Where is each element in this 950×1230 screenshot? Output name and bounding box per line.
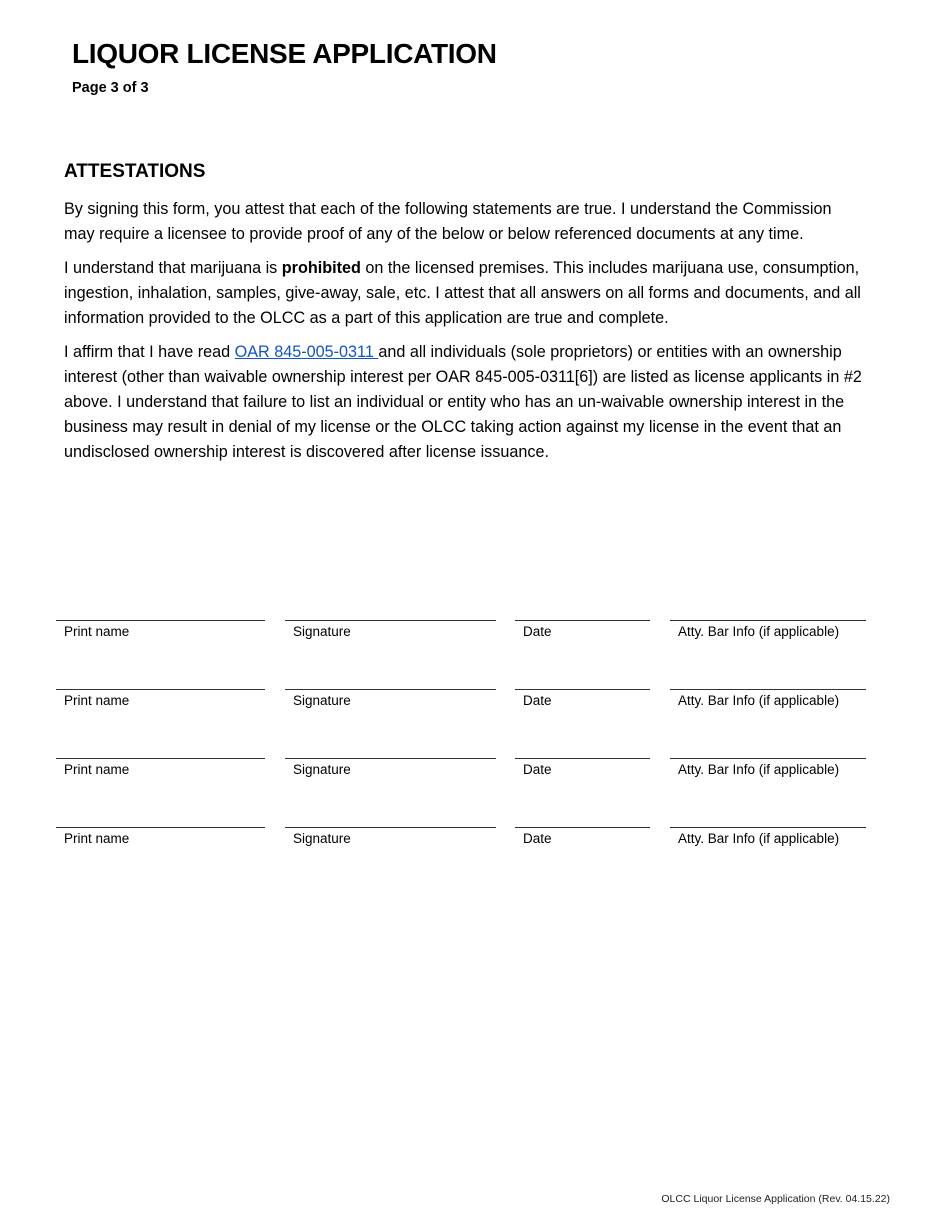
bar-info-field[interactable]	[670, 758, 866, 777]
date-field[interactable]	[515, 620, 650, 639]
signature-label: Signature	[293, 762, 351, 777]
date-label: Date	[523, 762, 552, 777]
date-field[interactable]	[515, 827, 650, 846]
print-name-field[interactable]	[56, 758, 265, 777]
bar-info-label: Atty. Bar Info (if applicable)	[678, 693, 840, 708]
signature-field[interactable]	[285, 620, 496, 639]
page-indicator: Page 3 of 3	[72, 80, 149, 96]
print-name-field[interactable]	[56, 827, 265, 846]
date-label: Date	[523, 693, 552, 708]
signature-label: Signature	[293, 831, 351, 846]
bar-info-field[interactable]	[670, 827, 866, 846]
bar-info-field[interactable]	[670, 689, 866, 708]
bar-info-label: Atty. Bar Info (if applicable)	[678, 831, 840, 846]
signature-row	[56, 827, 868, 896]
print-name-field[interactable]	[56, 689, 265, 708]
attestations-body	[64, 197, 864, 474]
date-field[interactable]	[515, 689, 650, 708]
signature-block	[56, 620, 868, 896]
date-label: Date	[523, 831, 552, 846]
bar-info-label: Atty. Bar Info (if applicable)	[678, 762, 840, 777]
oar-845-005-0311-link[interactable]: OAR 845-005-0311	[234, 343, 379, 361]
bar-info-label: Atty. Bar Info (if applicable)	[678, 624, 840, 639]
date-label: Date	[523, 624, 552, 639]
signature-field[interactable]	[285, 827, 496, 846]
paragraph-3-text-start: I affirm that I have read	[64, 343, 235, 361]
bar-info-field[interactable]	[670, 620, 866, 639]
signature-label: Signature	[293, 624, 351, 639]
date-field[interactable]	[515, 758, 650, 777]
print-name-field[interactable]	[56, 620, 265, 639]
signature-field[interactable]	[285, 758, 496, 777]
paragraph-2-text-start: I understand that marijuana is	[64, 259, 282, 277]
signature-row	[56, 758, 868, 827]
attestation-paragraph-2	[64, 256, 864, 331]
print-name-label: Print name	[64, 693, 130, 708]
attestation-paragraph-1: By signing this form, you attest that each of the following statements are true. I understand the Commission may require a licensee to provide proof of any of the below or below referenced documents at any time.	[64, 200, 832, 243]
print-name-label: Print name	[64, 831, 130, 846]
footer-revision: OLCC Liquor License Application (Rev. 04.15.22)	[661, 1193, 890, 1205]
prohibited-bold-text: prohibited	[281, 259, 361, 277]
attestations-heading: ATTESTATIONS	[64, 161, 206, 182]
attestation-paragraph-3	[64, 340, 864, 465]
paragraph-2-text-end: on the licensed premises. This includes marijuana use, consumption, ingestion, inhalation, samples, give-away, sale, etc. I attest that all answers on all forms and documents, and all information provided to the OLCC as a part of this application are true and complete.	[64, 259, 861, 327]
signature-label: Signature	[293, 693, 351, 708]
signature-row	[56, 689, 868, 758]
paragraph-3-text-end: and all individuals (sole proprietors) or entities with an ownership interest (other than waivable ownership interest per OAR 845-005-0311[6]) are listed as license applicants in #2 above. I understand that failure to list an individual or entity who has an un-waivable ownership interest in the business may result in denial of my license or the OLCC taking action against my license in the event that an undisclosed ownership interest is discovered after license issuance.	[64, 343, 862, 461]
signature-row	[56, 620, 868, 689]
print-name-label: Print name	[64, 762, 130, 777]
print-name-label: Print name	[64, 624, 130, 639]
signature-field[interactable]	[285, 689, 496, 708]
page-title: LIQUOR LICENSE APPLICATION	[72, 38, 497, 69]
